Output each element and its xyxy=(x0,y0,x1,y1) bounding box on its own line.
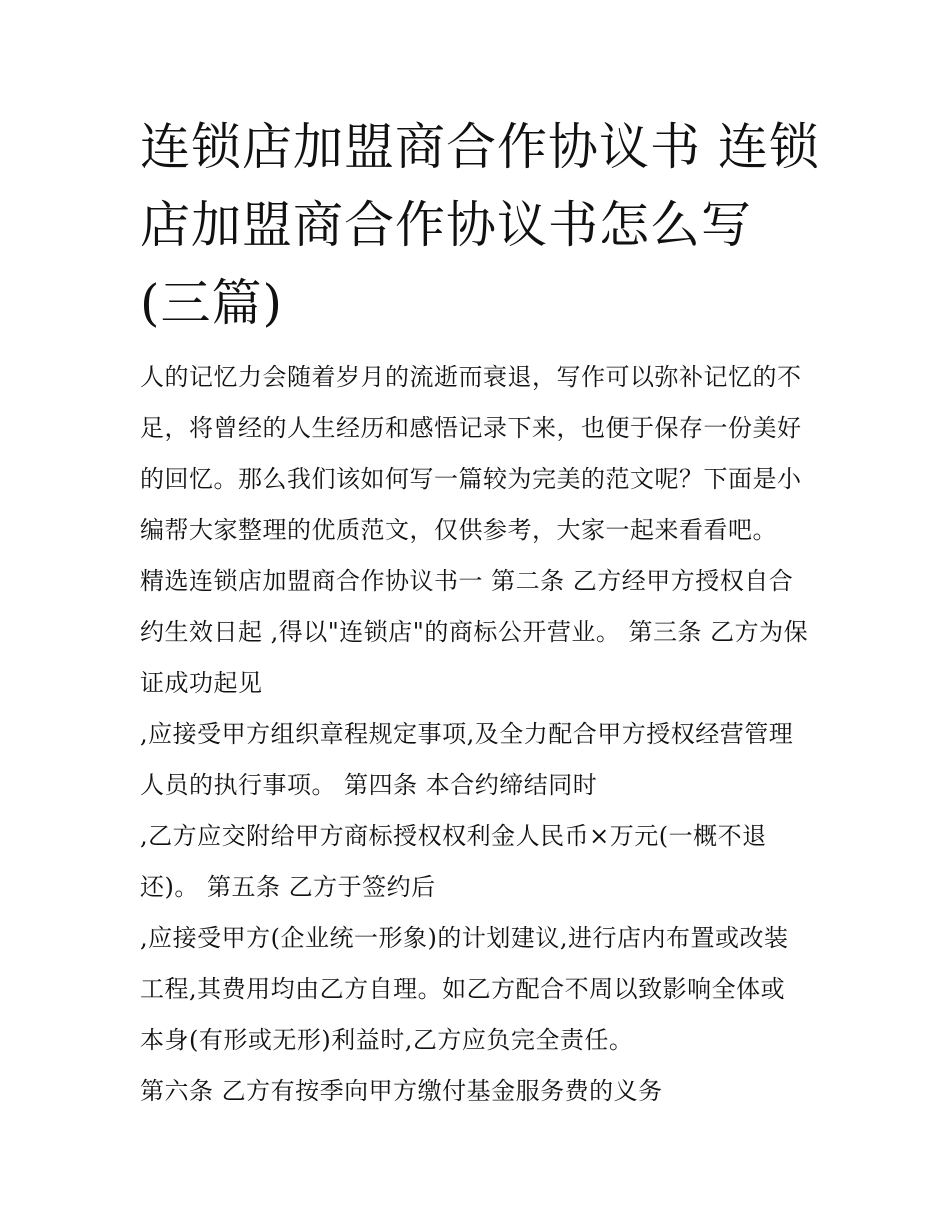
body-line: ,应接受甲方组织章程规定事项,及全力配合甲方授权经营管理 xyxy=(140,720,794,748)
body-line: 本身(有形或无形)利益时,乙方应负完全责任。 xyxy=(140,1026,634,1054)
body-line: 工程,其费用均由乙方自理。如乙方配合不周以致影响全体或 xyxy=(140,975,786,1003)
document-title: 连锁店加盟商合作协议书 连锁店加盟商合作协议书怎么写(三篇) xyxy=(140,118,820,332)
body-line: 第六条 乙方有按季向甲方缴付基金服务费的义务 xyxy=(140,1077,663,1105)
body-line: 约生效日起 ,得以"连锁店"的商标公开营业。 第三条 乙方为保 xyxy=(140,618,809,646)
body-line: 编帮大家整理的优质范文，仅供参考，大家一起来看看吧。 xyxy=(140,516,777,544)
body-line: ,应接受甲方(企业统一形象)的计划建议,进行店内布置或改装 xyxy=(140,924,789,952)
body-line: 足，将曾经的人生经历和感悟记录下来，也便于保存一份美好 xyxy=(140,414,802,442)
document-body xyxy=(140,352,820,1117)
body-line: 还)。 第五条 乙方于签约后 xyxy=(140,873,436,901)
body-line: 证成功起见 xyxy=(140,669,263,697)
body-line: 人的记忆力会随着岁月的流逝而衰退，写作可以弥补记忆的不 xyxy=(140,363,802,391)
body-line: 的回忆。那么我们该如何写一篇较为完美的范文呢？下面是小 xyxy=(140,465,802,493)
body-line: ,乙方应交附给甲方商标授权权利金人民币×万元(一概不退 xyxy=(140,822,767,850)
body-line: 精选连锁店加盟商合作协议书一 第二条 乙方经甲方授权自合 xyxy=(140,567,794,595)
body-line: 人员的执行事项。 第四条 本合约缔结同时 xyxy=(140,771,598,799)
